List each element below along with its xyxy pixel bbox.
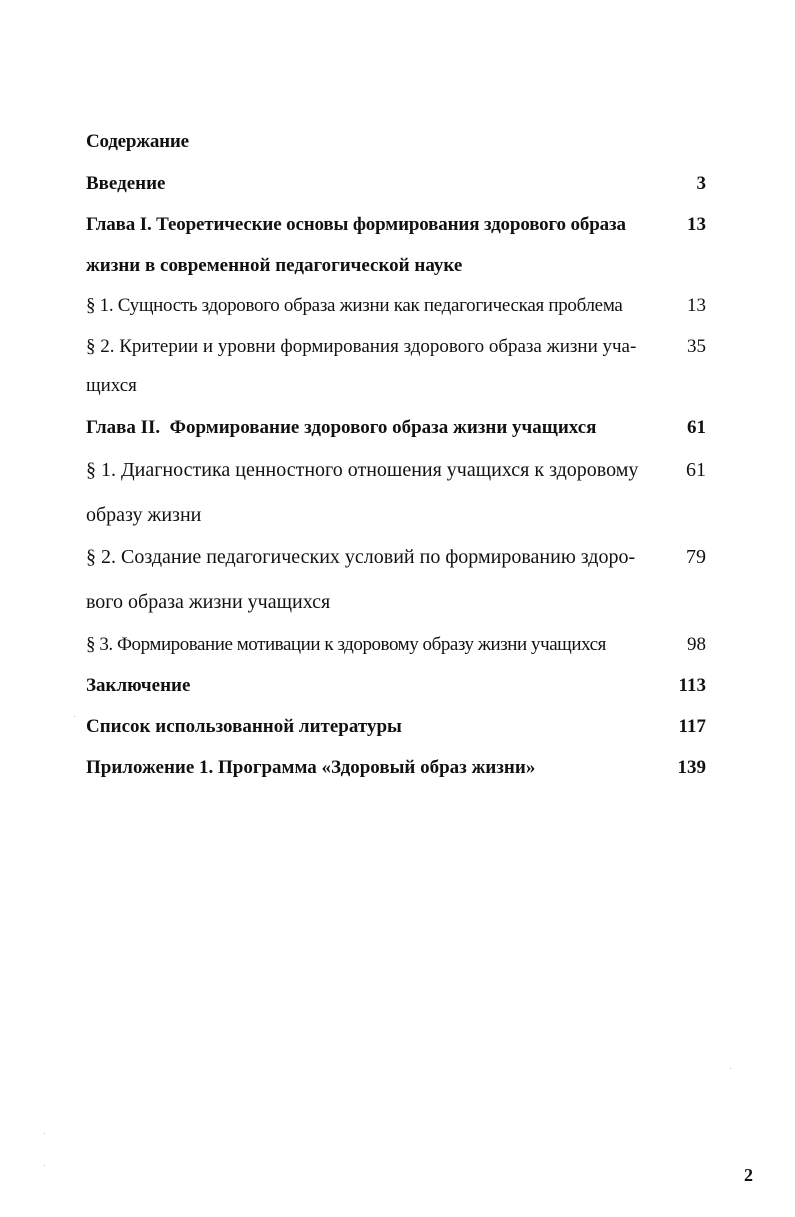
toc-entry-page: 61 (687, 417, 706, 438)
toc-entry-title: § 2. Критерии и уровни формирования здорового образа жизни уча- (86, 336, 637, 357)
toc-entry-section-1-1 (86, 286, 716, 326)
page-number: 2 (744, 1165, 753, 1185)
toc-entry-title-cont: образу жизни (86, 504, 202, 526)
toc-entry-title-cont: щихся (86, 375, 137, 396)
toc-entry-title: § 2. Создание педагогических условий по формированию здоро- (86, 546, 636, 568)
toc-entry-title: § 3. Формирование мотивации к здоровому образу жизни учащихся (86, 634, 606, 655)
toc-entry-bibliography (86, 707, 716, 747)
toc-entry-page: 61 (686, 459, 706, 481)
toc-entry-page: 113 (678, 675, 706, 696)
toc-entry-title-cont: вого образа жизни учащихся (86, 591, 331, 613)
toc-entry-title: Список использованной литературы (86, 716, 402, 737)
toc-entry-title: § 1. Сущность здорового образа жизни как педагогическая проблема (86, 295, 623, 316)
toc-entry-title: Глава II. Формирование здорового образа жизни учащихся (86, 417, 597, 438)
scan-speck (74, 716, 75, 717)
scan-speck (730, 1068, 731, 1069)
toc-entry-section-2-1 (86, 450, 716, 535)
scan-speck (44, 1133, 45, 1134)
toc-heading: Содержание (86, 131, 189, 152)
toc-entry-page: 117 (678, 716, 706, 737)
toc-entry-page: 35 (687, 336, 706, 357)
toc-entry-appendix-1 (86, 748, 716, 788)
scan-speck (44, 1165, 45, 1166)
toc-entry-title-cont: жизни в современной педагогической науке (86, 255, 463, 276)
toc-entry-title: Приложение 1. Программа «Здоровый образ жизни» (86, 757, 536, 778)
toc-entry-section-2-2 (86, 537, 716, 622)
toc-entry-section-2-3 (86, 625, 716, 665)
toc-entry-title: Введение (86, 173, 166, 194)
toc-entry-page: 79 (686, 546, 706, 568)
toc-entry-introduction (86, 164, 716, 204)
toc-entry-page: 13 (687, 295, 706, 316)
toc-entry-page: 139 (677, 757, 706, 778)
toc-entry-title: § 1. Диагностика ценностного отношения учащихся к здоровому (86, 459, 639, 481)
toc-entry-title: Заключение (86, 675, 191, 696)
toc-entry-section-1-2 (86, 327, 716, 406)
toc-entry-page: 13 (687, 214, 706, 235)
toc-entry-page: 98 (687, 634, 706, 655)
toc-entry-page: 3 (696, 173, 706, 194)
toc-entry-conclusion (86, 666, 716, 706)
toc-entry-chapter-1 (86, 205, 716, 286)
toc-entry-title: Глава I. Теоретические основы формирования здорового образа (86, 214, 626, 235)
toc-entry-chapter-2 (86, 408, 716, 448)
